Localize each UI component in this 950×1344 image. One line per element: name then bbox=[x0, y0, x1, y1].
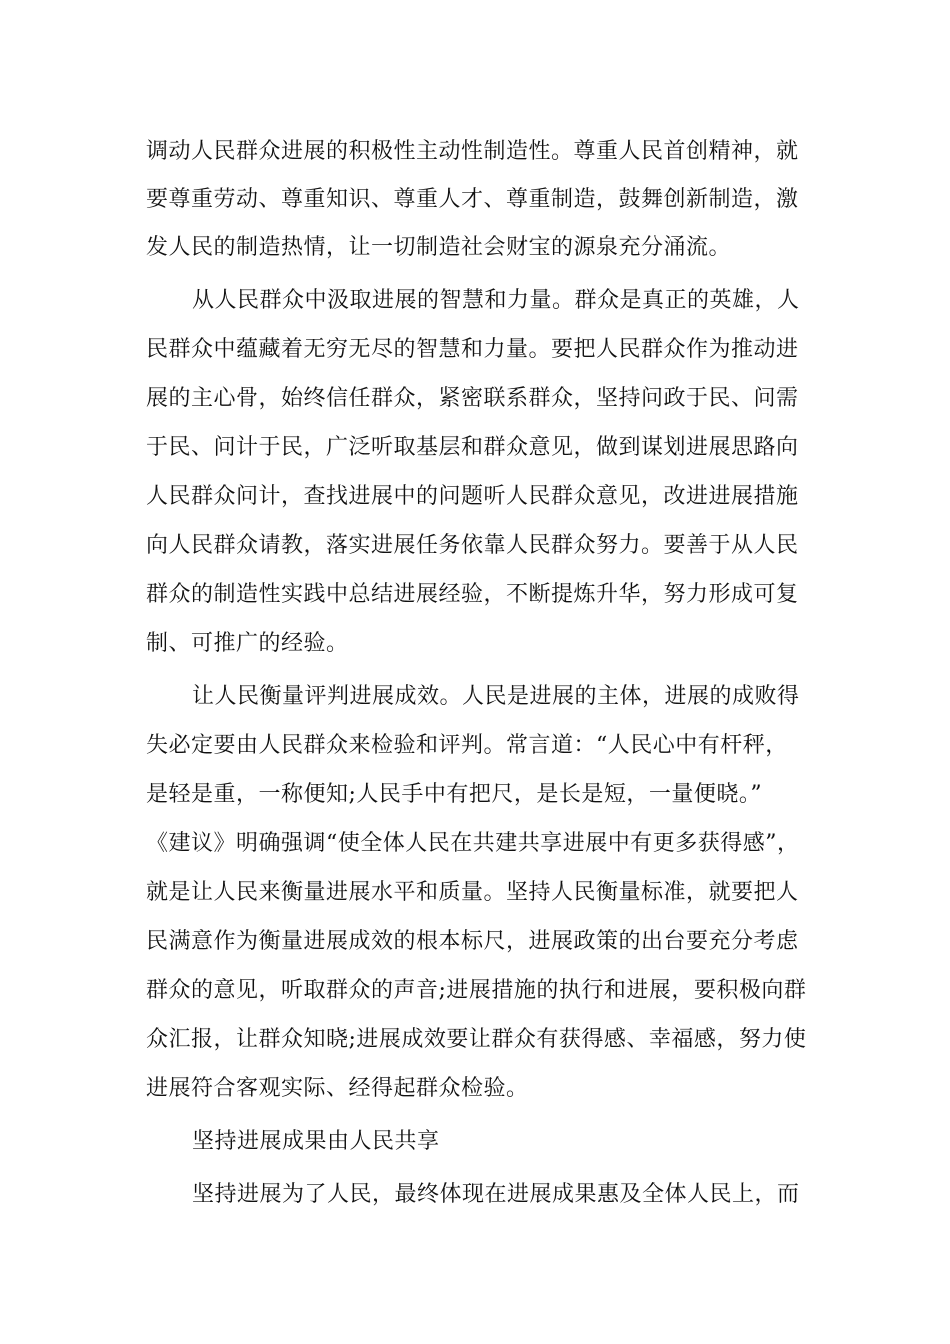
text-line: 民群众中蕴藏着无穷无尽的智慧和力量。要把人民群众作为推动进 bbox=[146, 337, 799, 362]
text-line: 要尊重劳动、尊重知识、尊重人才、尊重制造，鼓舞创新制造，激 bbox=[146, 187, 799, 212]
text-line: 《建议》明确强调“使全体人民在共建共享进展中有更多获得感”， bbox=[146, 831, 800, 856]
text-line: 众汇报，让群众知晓;进展成效要让群众有获得感、幸福感，努力使 bbox=[146, 1027, 807, 1052]
paragraph-first-line: 坚持进展为了人民，最终体现在进展成果惠及全体人民上，而 bbox=[192, 1182, 800, 1207]
text-line: 向人民群众请教，落实进展任务依靠人民群众努力。要善于从人民 bbox=[146, 533, 799, 558]
text-line: 失必定要由人民群众来检验和评判。常言道：“人民心中有杆秤， bbox=[146, 733, 788, 758]
text-line: 就是让人民来衡量进展水平和质量。坚持人民衡量标准，就要把人 bbox=[146, 880, 799, 905]
text-line: 群众的制造性实践中总结进展经验，不断提炼升华，努力形成可复 bbox=[146, 582, 799, 607]
text-line: 发人民的制造热情，让一切制造社会财宝的源泉充分涌流。 bbox=[146, 235, 732, 260]
text-line: 进展符合客观实际、经得起群众检验。 bbox=[146, 1076, 529, 1101]
paragraph-first-line: 从人民群众中汲取进展的智慧和力量。群众是真正的英雄，人 bbox=[192, 288, 800, 313]
text-line: 于民、问计于民，广泛听取基层和群众意见，做到谋划进展思路向 bbox=[146, 435, 799, 460]
text-line: 人民群众问计，查找进展中的问题听人民群众意见，改进进展措施 bbox=[146, 484, 799, 509]
text-line: 群众的意见，听取群众的声音;进展措施的执行和进展，要积极向群 bbox=[146, 978, 807, 1003]
text-line: 调动人民群众进展的积极性主动性制造性。尊重人民首创精神，就 bbox=[146, 139, 799, 164]
text-line: 是轻是重，一称便知;人民手中有把尺，是长是短，一量便晓。” bbox=[146, 782, 763, 807]
text-line: 制、可推广的经验。 bbox=[146, 631, 349, 656]
section-heading: 坚持进展成果由人民共享 bbox=[192, 1129, 440, 1154]
text-line: 展的主心骨，始终信任群众，紧密联系群众，坚持问政于民、问需 bbox=[146, 386, 799, 411]
paragraph-first-line: 让人民衡量评判进展成效。人民是进展的主体，进展的成败得 bbox=[192, 684, 800, 709]
text-line: 民满意作为衡量进展成效的根本标尺，进展政策的出台要充分考虑 bbox=[146, 929, 799, 954]
